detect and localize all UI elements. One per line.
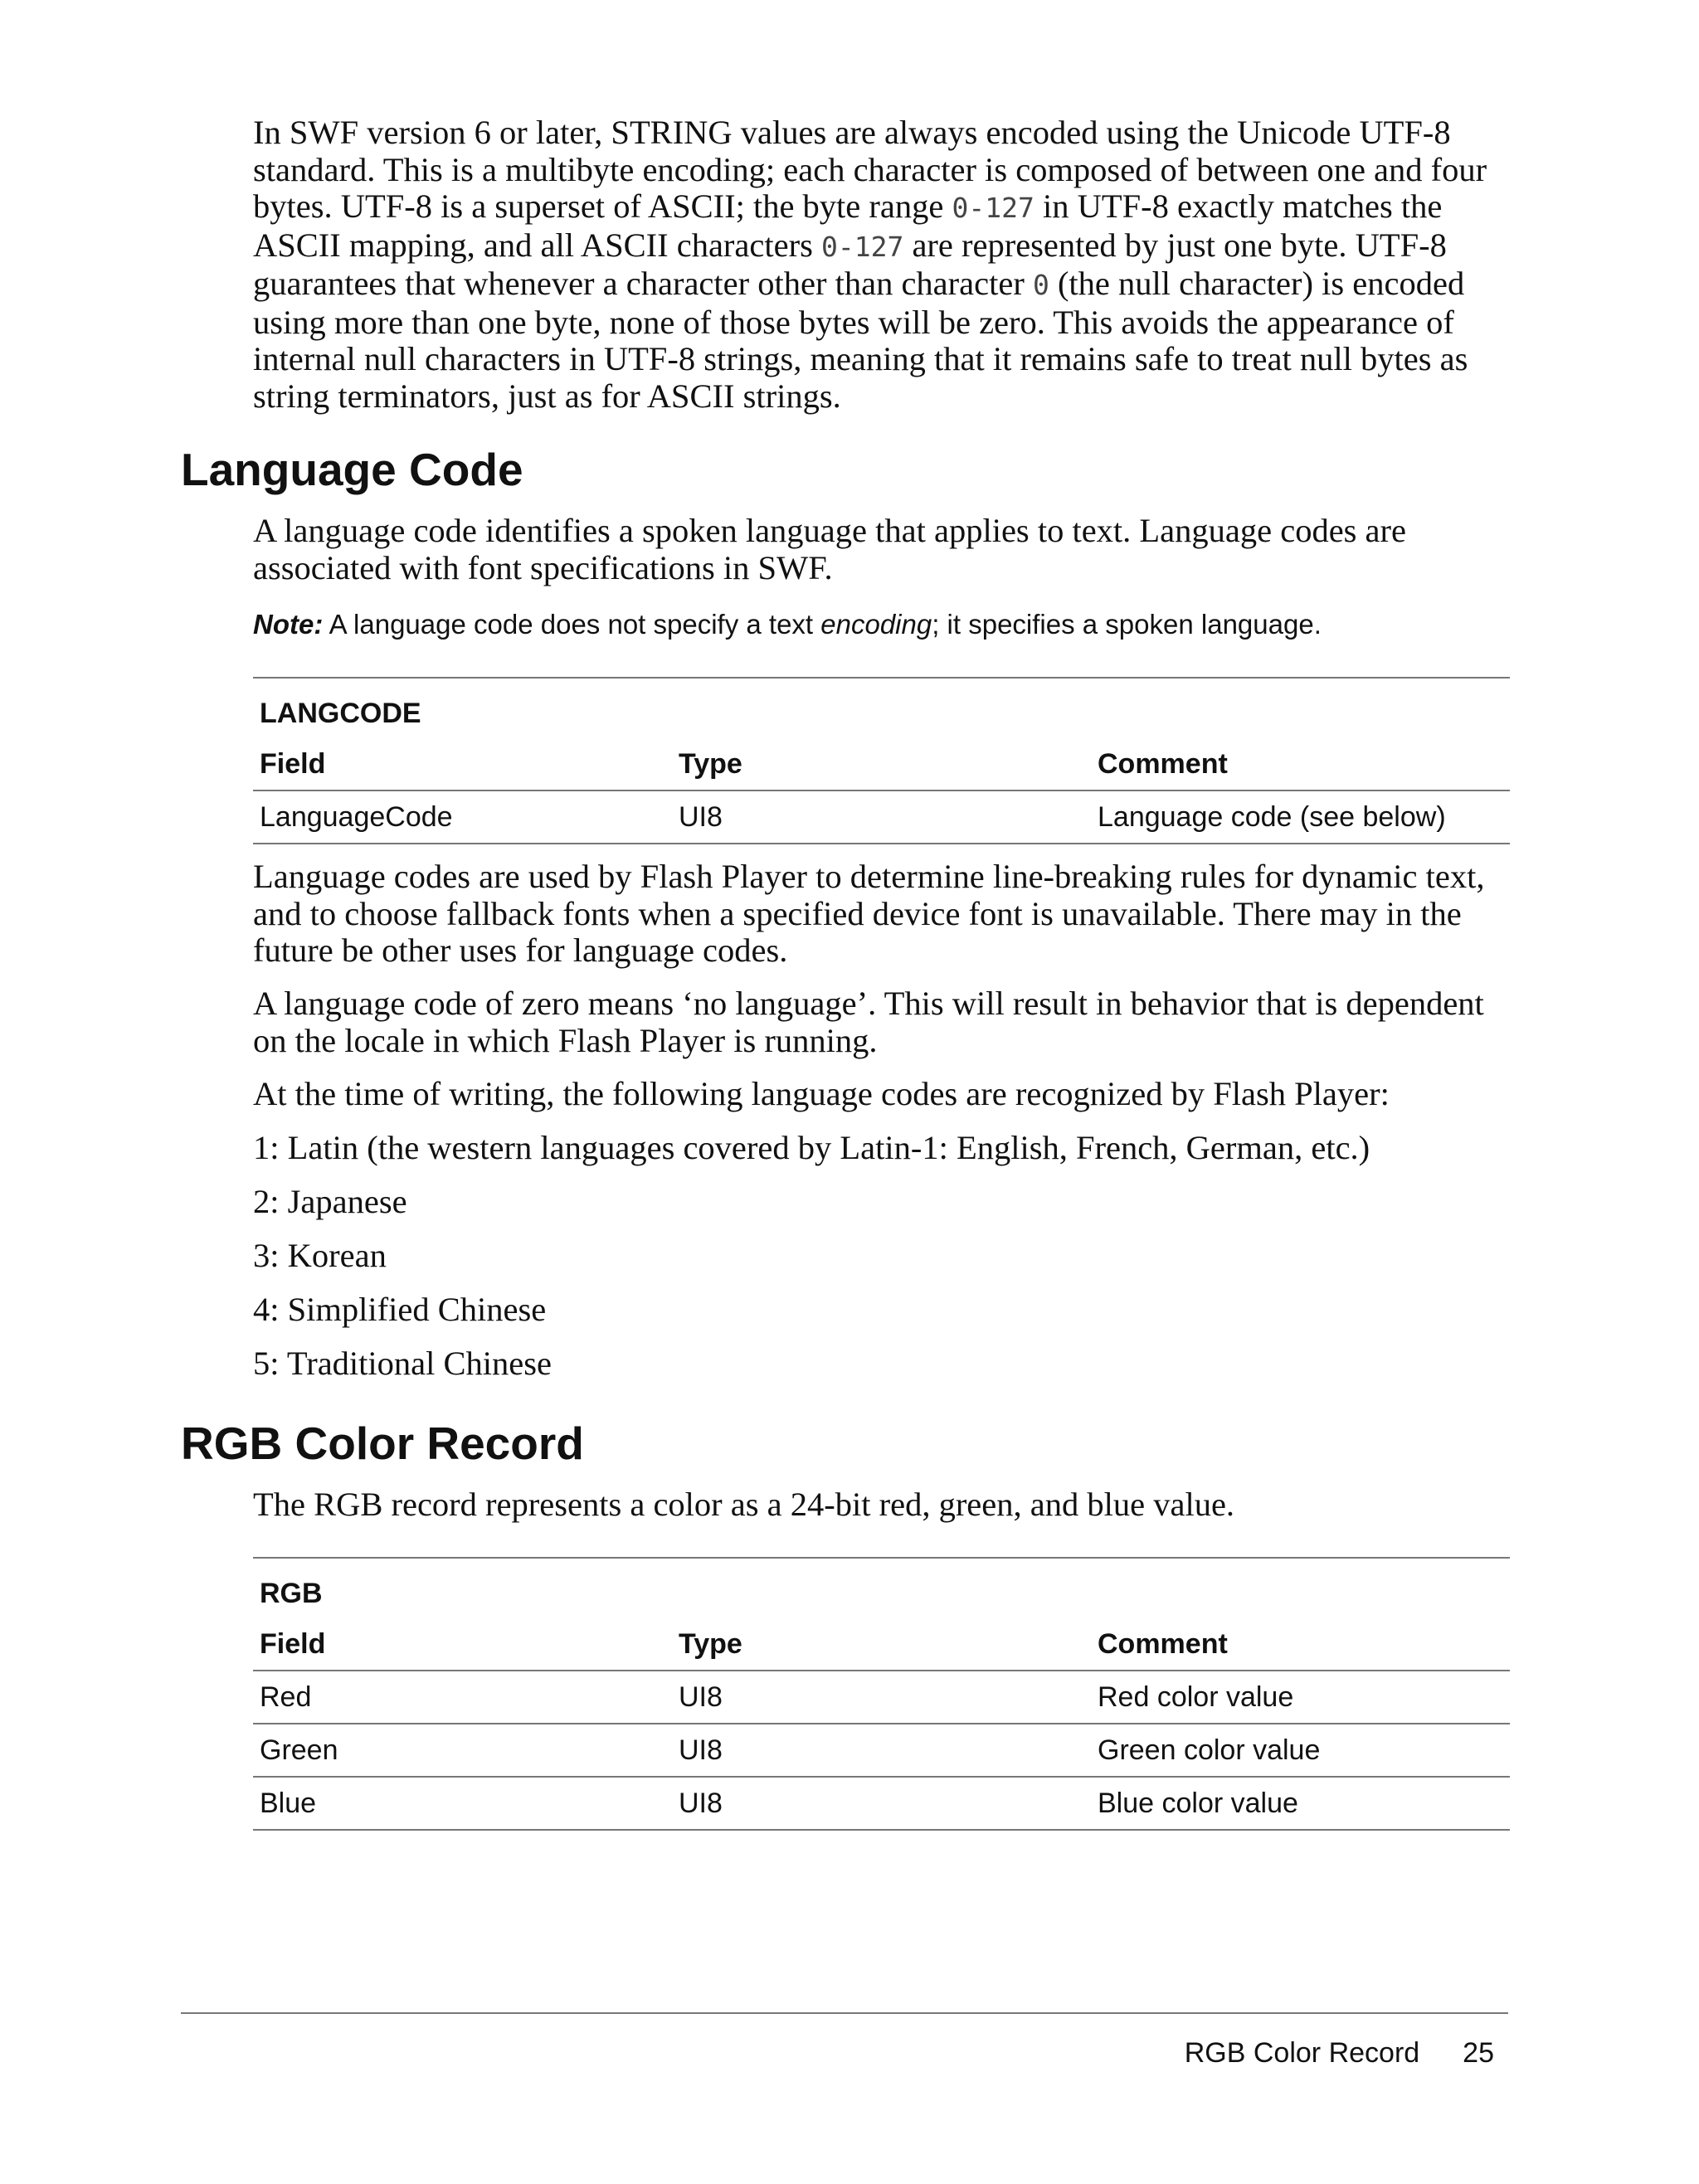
rgb-type-cell: UI8 [672,1671,1091,1724]
rgb-type-cell: UI8 [672,1777,1091,1830]
note-emphasis: encoding [820,609,932,640]
list-item: 3: Korean [253,1237,387,1274]
rgb-comment-cell: Green color value [1091,1724,1510,1777]
rgb-type-cell: UI8 [672,1724,1091,1777]
language-code-zero-paragraph: A language code of zero means ‘no language’. This will result in behavior that is dependent on the locale in which Flash Player is running. [253,985,1484,1059]
page-number: 25 [1463,2037,1494,2069]
table-row [253,1724,1510,1777]
langcode-type-cell: UI8 [672,790,1091,844]
rgb-table-caption: RGB [253,1558,1510,1618]
table-row [253,790,1510,844]
langcode-table [253,677,1510,844]
language-code-list-intro: At the time of writing, the following language codes are recognized by Flash Player: [253,1075,1390,1112]
langcode-header-comment: Comment [1091,738,1510,790]
language-code-intro: A language code identifies a spoken language that applies to text. Language codes are associated with font specifications in SWF. [253,512,1406,586]
list-item: 1: Latin (the western languages covered by Latin-1: English, French, German, etc.) [253,1129,1370,1166]
langcode-comment-cell: Language code (see below) [1091,790,1510,844]
rgb-header-field: Field [253,1618,672,1671]
langcode-header-type: Type [672,738,1091,790]
footer-section-title: RGB Color Record [1184,2037,1420,2069]
language-code-heading: Language Code [181,444,523,495]
utf8-text-1: In SWF version 6 or later, STRING values are always encoded using the Unicode UTF-8 standard. This is a multibyte encoding; each character is composed of between one and four bytes. UTF-8 is a superset of ASCII; the byte range [253,114,1487,225]
list-item: 4: Simplified Chinese [253,1291,547,1328]
table-row [253,1777,1510,1830]
note-text-2: ; it specifies a spoken language. [932,609,1322,640]
rgb-field-cell: Green [253,1724,672,1777]
utf8-text-4: (the null character) is encoded using more than one byte, none of those bytes will be zero. This avoids the appearance of internal null characters in UTF-8 strings, meaning that it remains safe to treat null bytes as string terminators, just as for ASCII strings. [253,265,1468,415]
rgb-field-cell: Blue [253,1777,672,1830]
note-text-1: A language code does not specify a text [323,609,821,640]
language-code-note [253,608,1514,641]
note-label: Note: [253,609,324,640]
rgb-field-cell: Red [253,1671,672,1724]
language-code-usage-paragraph: Language codes are used by Flash Player to determine line-breaking rules for dynamic text, and to choose fallback fonts when a specified device font is unavailable. There may in the future be other uses for language codes. [253,858,1485,969]
rgb-color-record-heading: RGB Color Record [181,1418,584,1469]
utf8-text-2: in UTF-8 exactly matches the ASCII mapping, and all ASCII characters [253,187,1443,264]
langcode-field-cell: LanguageCode [253,790,672,844]
page-footer [1185,2035,1494,2071]
rgb-intro: The RGB record represents a color as a 24-bit red, green, and blue value. [253,1486,1235,1523]
langcode-header-field: Field [253,738,672,790]
rgb-table [253,1557,1510,1831]
rgb-comment-cell: Blue color value [1091,1777,1510,1830]
null-char-code: 0 [1032,269,1049,301]
rgb-header-comment: Comment [1091,1618,1510,1671]
utf8-paragraph [253,114,1514,415]
rgb-comment-cell: Red color value [1091,1671,1510,1724]
langcode-table-caption: LANGCODE [253,678,1510,738]
list-item: 5: Traditional Chinese [253,1345,553,1382]
utf8-text-3: are represented by just one byte. UTF-8 guarantees that whenever a character other than character [253,226,1447,302]
byte-range-code: 0-127 [952,192,1034,224]
footer-divider [181,2012,1508,2014]
table-row [253,1671,1510,1724]
list-item: 2: Japanese [253,1183,407,1220]
ascii-range-code: 0-127 [820,230,904,263]
rgb-header-type: Type [672,1618,1091,1671]
